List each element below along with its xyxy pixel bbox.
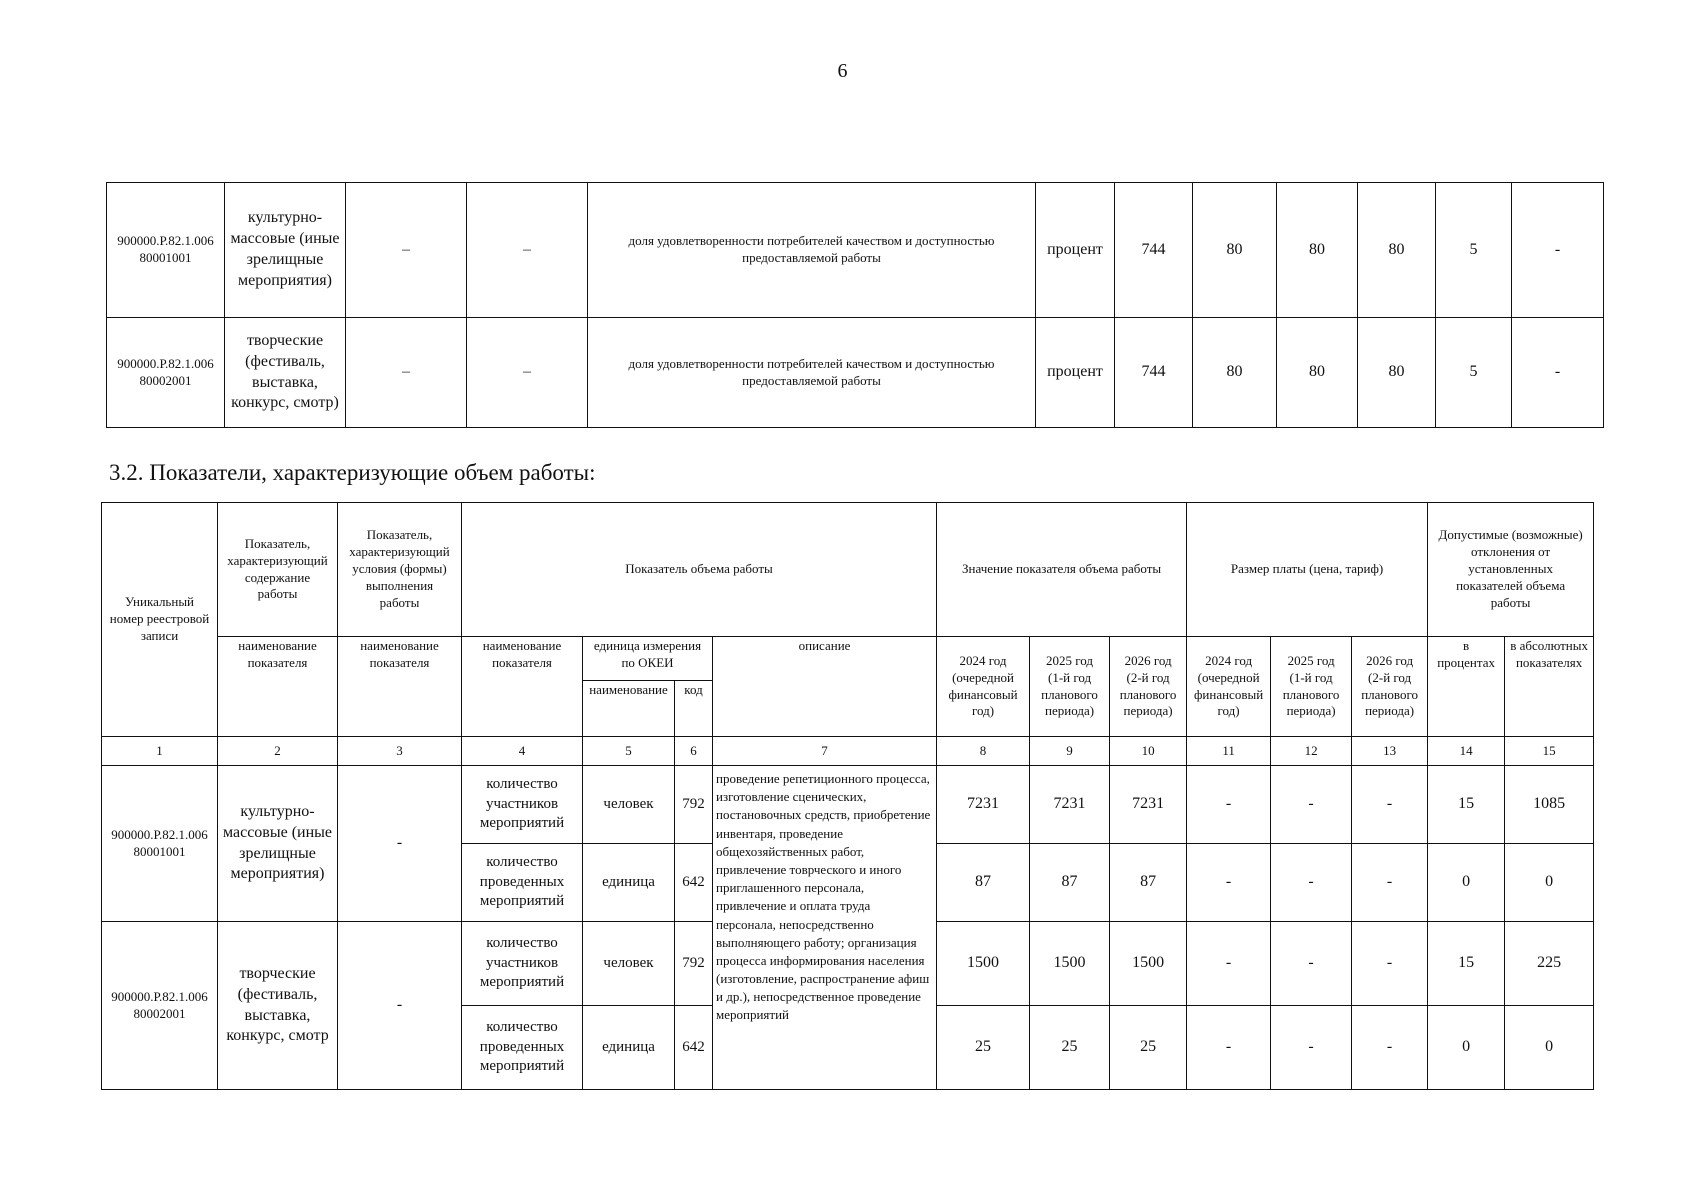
indicator-name: количество проведенных мероприятий bbox=[462, 1006, 583, 1090]
fee-2024: - bbox=[1187, 1006, 1271, 1090]
registry-number: 900000.Р.82.1.006 80002001 bbox=[102, 922, 218, 1090]
value-2026: 80 bbox=[1358, 318, 1436, 428]
header-indicator-name: наименование показателя bbox=[338, 637, 462, 737]
column-number: 13 bbox=[1352, 737, 1428, 766]
deviation-absolute: 1085 bbox=[1505, 766, 1594, 844]
header-deviation: Допустимые (возможные) отклонения от установленных показателей объема работы bbox=[1428, 503, 1594, 637]
column-number: 2 bbox=[218, 737, 338, 766]
column-number: 11 bbox=[1187, 737, 1271, 766]
value-2025: 80 bbox=[1277, 183, 1358, 318]
unit-name: процент bbox=[1036, 318, 1115, 428]
fee-2026: - bbox=[1352, 766, 1428, 844]
indicator-name: количество участников мероприятий bbox=[462, 922, 583, 1006]
header-okei-name: наименование bbox=[583, 681, 675, 737]
header-fee-2024: 2024 год (очередной финансовый год) bbox=[1187, 637, 1271, 737]
okei-code: 792 bbox=[675, 766, 713, 844]
indicator-description: доля удовлетворенности потребителей качеством и доступностью предоставляемой работы bbox=[588, 183, 1036, 318]
header-deviation-percent: в процентах bbox=[1428, 637, 1505, 737]
value-2026: 80 bbox=[1358, 183, 1436, 318]
value-2025: 87 bbox=[1030, 844, 1110, 922]
indicator-name: количество участников мероприятий bbox=[462, 766, 583, 844]
column-number: 10 bbox=[1110, 737, 1187, 766]
header-row bbox=[102, 637, 1594, 681]
fee-2024: - bbox=[1187, 844, 1271, 922]
value-2024: 87 bbox=[937, 844, 1030, 922]
value-2026: 25 bbox=[1110, 1006, 1187, 1090]
content-name: творческие (фестиваль, выставка, конкурс, смотр) bbox=[225, 318, 346, 428]
okei-code: 792 bbox=[675, 922, 713, 1006]
deviation-percent: 15 bbox=[1428, 922, 1505, 1006]
deviation-percent: 0 bbox=[1428, 1006, 1505, 1090]
value-2024: 7231 bbox=[937, 766, 1030, 844]
deviation-absolute: 225 bbox=[1505, 922, 1594, 1006]
header-value-2026: 2026 год (2-й год планового периода) bbox=[1110, 637, 1187, 737]
registry-number: 900000.Р.82.1.006 80001001 bbox=[107, 183, 225, 318]
header-okei-code: код bbox=[675, 681, 713, 737]
column-number: 4 bbox=[462, 737, 583, 766]
unit-name: человек bbox=[583, 766, 675, 844]
header-deviation-absolute: в абсолютных показателях bbox=[1505, 637, 1594, 737]
fee-2026: - bbox=[1352, 922, 1428, 1006]
okei-code: 642 bbox=[675, 1006, 713, 1090]
header-condition-indicator: Показатель, характеризующий условия (формы) выполнения работы bbox=[338, 503, 462, 637]
column-number: 14 bbox=[1428, 737, 1505, 766]
header-value-2025: 2025 год (1-й год планового периода) bbox=[1030, 637, 1110, 737]
value-2026: 7231 bbox=[1110, 766, 1187, 844]
fee-2025: - bbox=[1271, 766, 1352, 844]
value-2026: 1500 bbox=[1110, 922, 1187, 1006]
deviation-percent: 0 bbox=[1428, 844, 1505, 922]
header-indicator-name: наименование показателя bbox=[218, 637, 338, 737]
value-2025: 25 bbox=[1030, 1006, 1110, 1090]
value-2024: 1500 bbox=[937, 922, 1030, 1006]
header-volume-value: Значение показателя объема работы bbox=[937, 503, 1187, 637]
deviation-absolute: - bbox=[1512, 183, 1604, 318]
column-number: 1 bbox=[102, 737, 218, 766]
fee-2025: - bbox=[1271, 922, 1352, 1006]
column-number: 15 bbox=[1505, 737, 1594, 766]
unit-name: единица bbox=[583, 1006, 675, 1090]
table-row bbox=[107, 318, 1604, 428]
fee-2025: - bbox=[1271, 844, 1352, 922]
fee-2026: - bbox=[1352, 844, 1428, 922]
registry-number: 900000.Р.82.1.006 80002001 bbox=[107, 318, 225, 428]
work-description: проведение репетиционного процесса, изготовление сценических, постановочных средств, приобретение инвентаря, проведение общехозяйственных работ, привлечение товрческого и иного приглашенного персонала, привлечение и оплата труда персонала, непосредственно выполняющего работу; организация процесса информирования населения (изготовление, распространение афиш и др.), непосредственное проведение мероприятий bbox=[713, 766, 937, 1090]
fee-2026: - bbox=[1352, 1006, 1428, 1090]
column-number: 7 bbox=[713, 737, 937, 766]
deviation-absolute: - bbox=[1512, 318, 1604, 428]
column-number: 5 bbox=[583, 737, 675, 766]
indicator-value: – bbox=[467, 183, 588, 318]
header-fee-2025: 2025 год (1-й год планового периода) bbox=[1271, 637, 1352, 737]
content-name: творческие (фестиваль, выставка, конкурс, смотр bbox=[218, 922, 338, 1090]
unit-name: процент bbox=[1036, 183, 1115, 318]
indicator-value: – bbox=[467, 318, 588, 428]
header-description: описание bbox=[713, 637, 937, 737]
unit-name: единица bbox=[583, 844, 675, 922]
deviation-percent: 5 bbox=[1436, 318, 1512, 428]
value-2026: 87 bbox=[1110, 844, 1187, 922]
indicator-name: количество проведенных мероприятий bbox=[462, 844, 583, 922]
value-2024: 80 bbox=[1193, 183, 1277, 318]
page-number: 6 bbox=[837, 60, 848, 82]
header-fee-2026: 2026 год (2-й год планового периода) bbox=[1352, 637, 1428, 737]
condition-value: – bbox=[346, 318, 467, 428]
deviation-absolute: 0 bbox=[1505, 844, 1594, 922]
unit-name: человек bbox=[583, 922, 675, 1006]
section-title: 3.2. Показатели, характеризующие объем работы: bbox=[109, 460, 596, 485]
deviation-absolute: 0 bbox=[1505, 1006, 1594, 1090]
header-row bbox=[102, 503, 1594, 637]
okei-code: 744 bbox=[1115, 183, 1193, 318]
column-number: 6 bbox=[675, 737, 713, 766]
okei-code: 744 bbox=[1115, 318, 1193, 428]
value-2025: 80 bbox=[1277, 318, 1358, 428]
table-row bbox=[102, 766, 1594, 844]
header-value-2024: 2024 год (очередной финансовый год) bbox=[937, 637, 1030, 737]
condition-value: – bbox=[346, 183, 467, 318]
indicator-description: доля удовлетворенности потребителей качеством и доступностью предоставляемой работы bbox=[588, 318, 1036, 428]
header-fee: Размер платы (цена, тариф) bbox=[1187, 503, 1428, 637]
fee-2024: - bbox=[1187, 766, 1271, 844]
fee-2025: - bbox=[1271, 1006, 1352, 1090]
column-number: 3 bbox=[338, 737, 462, 766]
header-volume-indicator: Показатель объема работы bbox=[462, 503, 937, 637]
deviation-percent: 15 bbox=[1428, 766, 1505, 844]
content-name: культурно- массовые (иные зрелищные мероприятия) bbox=[225, 183, 346, 318]
volume-indicators-table bbox=[101, 502, 1594, 1090]
header-content-indicator: Показатель, характеризующий содержание работы bbox=[218, 503, 338, 637]
header-okei-unit: единица измерения по ОКЕИ bbox=[583, 637, 713, 681]
registry-number: 900000.Р.82.1.006 80001001 bbox=[102, 766, 218, 922]
value-2024: 80 bbox=[1193, 318, 1277, 428]
fee-2024: - bbox=[1187, 922, 1271, 1006]
quality-indicators-table bbox=[106, 182, 1604, 428]
condition-value: - bbox=[338, 922, 462, 1090]
header-indicator-name: наименование показателя bbox=[462, 637, 583, 737]
column-number-row bbox=[102, 737, 1594, 766]
column-number: 9 bbox=[1030, 737, 1110, 766]
condition-value: - bbox=[338, 766, 462, 922]
value-2025: 1500 bbox=[1030, 922, 1110, 1006]
header-registry-number: Уникальный номер реестровой записи bbox=[102, 503, 218, 737]
table-row bbox=[107, 183, 1604, 318]
okei-code: 642 bbox=[675, 844, 713, 922]
value-2024: 25 bbox=[937, 1006, 1030, 1090]
deviation-percent: 5 bbox=[1436, 183, 1512, 318]
column-number: 12 bbox=[1271, 737, 1352, 766]
content-name: культурно- массовые (иные зрелищные мероприятия) bbox=[218, 766, 338, 922]
column-number: 8 bbox=[937, 737, 1030, 766]
value-2025: 7231 bbox=[1030, 766, 1110, 844]
